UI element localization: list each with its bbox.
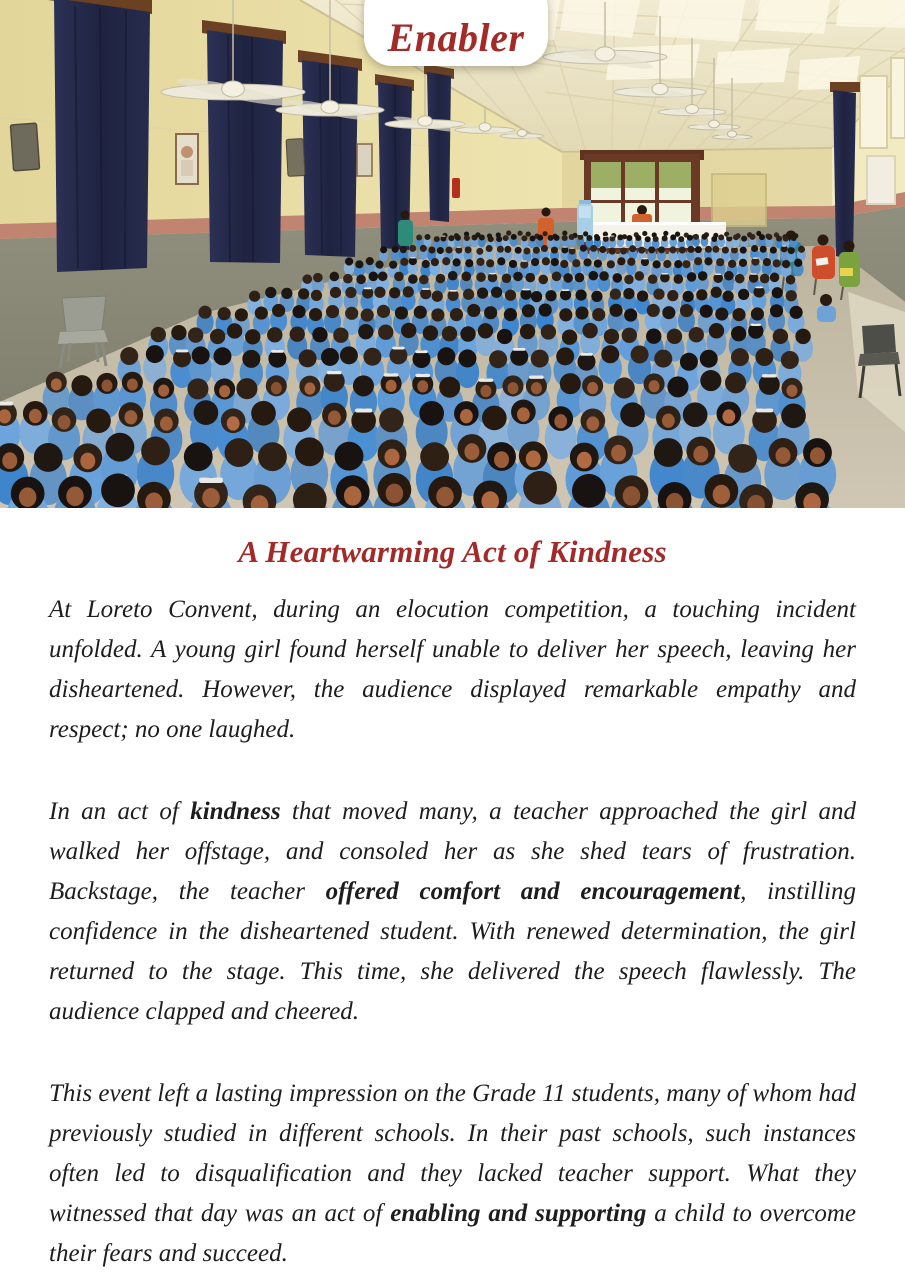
story (49, 590, 856, 1274)
right-curtain (833, 90, 856, 260)
fire-extinguisher (452, 178, 460, 198)
assembly-hall-photo (0, 0, 905, 508)
story-paragraph: At Loreto Convent, during an elocution competition, a touching incident unfolded. A young girl found herself unable to deliver her speech, leaving her disheartened. However, the audience displayed remarkable empathy and respect; no one laughed. (49, 596, 856, 743)
student-sitting-apart (820, 294, 832, 306)
enabler-badge-label: Enabler (387, 15, 525, 60)
switch-panel (867, 156, 895, 204)
side-door (712, 174, 766, 226)
story-paragraph: This event left a lasting impression on the Grade 11 students, many of whom had previously studied in different schools. In their past schools, such instances often led to disqualification and they lacked teacher support. What they witnessed that day was an act of enabling and supporting a child to overcome their fears and succeed. (49, 1080, 856, 1267)
enabler-badge (364, 0, 548, 66)
article (0, 532, 905, 1274)
story-paragraph: In an act of kindness that moved many, a teacher approached the girl and walked her offstage, and consoled her as she shed tears of frustration. Backstage, the teacher offered comfort and encouragement, instilling confidence in the disheartened student. With renewed determination, the girl returned to the stage. This time, she delivered the speech flawlessly. The audience clapped and cheered. (49, 798, 856, 1025)
story-title: A Heartwarming Act of Kindness (238, 534, 667, 569)
hall-photo-illustration (0, 0, 905, 508)
